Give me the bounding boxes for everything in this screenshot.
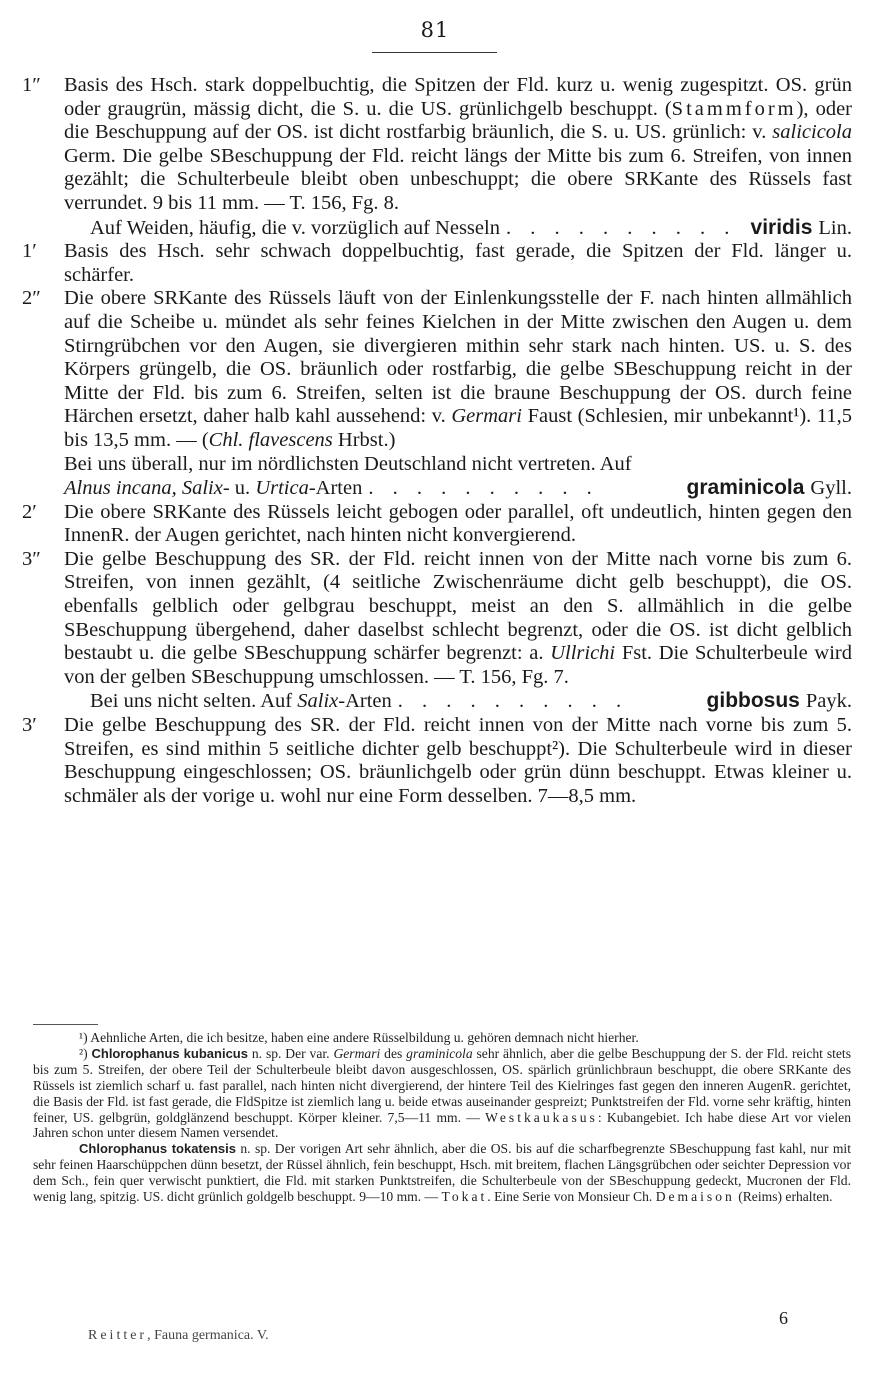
couplet-number: 3″ <box>22 547 41 570</box>
key-body <box>22 74 852 808</box>
footnote-3: Chlorophanus tokatensis n. sp. Der vorigen Art sehr ähnlich, aber die OS. bis auf die scharfbegrenzte SBeschuppung fast kahl, nur mit sehr feinen Haarschüppchen dünn besetzt, der Rüssel ähnlich, fein beschuppt, Hsch. mit breitem, flachen Längsgrübchen oder seichter Depression vor dem Sch., fein quer verwischt punktiert, die Fld. mit starken Punktstreifen, die Schulterbeule von der SBeschuppung gedeckt, Mucronen der Fld. wenig lang, spitzig. US. dicht grünlich goldgelb beschuppt. 9—10 mm. — Tokat. Eine Serie von Monsieur Ch. Demaison (Reims) erhalten. <box>33 1141 851 1205</box>
couplet-3a <box>22 548 852 690</box>
habitat-line: Alnus incana, Salix- u. Urtica-Arten . . . . . . . . . . graminicola Gyll. <box>64 476 852 500</box>
leader-dots: . . . . . . . . . . <box>397 690 629 713</box>
habitat-line: Bei uns nicht selten. Auf Salix-Arten . . . . . . . . . . gibbosus Payk. <box>90 689 852 713</box>
footnotes <box>33 1030 851 1205</box>
footnote-1: ¹) Aehnliche Arten, die ich besitze, haben eine andere Rüsselbildung u. gehören demnach nicht hierher. <box>79 1030 639 1045</box>
couplet-number: 3′ <box>22 714 37 737</box>
sheet-number: 6 <box>779 1308 788 1328</box>
species-name: gibbosus <box>706 689 800 713</box>
couplet-number: 2″ <box>22 287 41 310</box>
couplet-text: Basis des Hsch. stark doppelbuchtig, die Spitzen der Fld. kurz u. wenig zugespitzt. OS. grün oder graugrün, mässig dicht, die S. u. die US. grünlichgelb beschuppt. (Stammform), oder die Beschuppung auf der OS. ist dicht rostfarbig bräunlich, die S. u. US. grünlich: v. salicicola Germ. Die gelbe SBeschuppung der Fld. reicht längs der Mitte bis zum 6. Streifen, von innen gezählt; die Schulterbeule bleibt oben unbeschuppt; die obere SRKante des Rüssels fast verrundet. 9 bis 11 mm. — T. 156, Fg. 8. <box>64 74 852 214</box>
species-name: Chlorophanus kubanicus <box>91 1045 248 1061</box>
leader-dots: . . . . . . . . . . <box>368 477 599 500</box>
couplet-text: Die obere SRKante des Rüssels läuft von der Einlenkungsstelle der F. nach hinten allmählich auf die Scheibe u. mündet als sehr feines Kielchen in der Mitte zwischen den Augen u. dem Stirngrübchen vor den Augen, sie divergieren mithin sehr stark nach hinten. US. u. S. des Körpers grüngelb, die OS. bräunlich oder rostfarbig, die gelbe SBeschuppung reicht in der Mitte der Fld. bis zum 6. Streifen, selten ist die braune Beschuppung der OS. durch feine Härchen ersetzt, daher halb kahl aussehend: v. Germari Faust (Schlesien, mir unbekannt¹). 11,5 bis 13,5 mm. — (Chl. flavescens Hrbst.) <box>64 287 853 451</box>
page-number: 81 <box>420 18 450 42</box>
couplet-text: Basis des Hsch. sehr schwach doppelbuchtig, fast gerade, die Spitzen der Fld. länger u. schärfer. <box>64 240 852 286</box>
habitat-line-1: Bei uns überall, nur im nördlichsten Deutschland nicht vertreten. Auf <box>64 452 632 475</box>
habitat-line: Auf Weiden, häufig, die v. vorzüglich auf Nesseln . . . . . . . . . . viridis Lin. <box>90 215 852 239</box>
species-name: graminicola <box>686 476 805 500</box>
couplet-number: 2′ <box>22 500 37 523</box>
couplet-2b <box>22 501 852 548</box>
couplet-2a <box>22 287 852 452</box>
couplet-1a <box>22 74 852 216</box>
species-author: Gyll. <box>810 477 852 500</box>
couplet-number: 1″ <box>22 74 41 96</box>
leader-dots: . . . . . . . . . . <box>505 216 737 239</box>
species-author: Payk. <box>805 690 852 713</box>
couplet-1b <box>22 240 852 287</box>
header-rule <box>372 52 497 53</box>
sheet-signature: Reitter, Fauna germanica. V. <box>88 1328 269 1343</box>
footnote-2: ²) Chlorophanus kubanicus n. sp. Der var. Germari des graminicola sehr ähnlich, aber die gelbe Beschuppung der S. der Fld. reicht stets bis zum 5. Streifen, der obere Teil der Schulterbeule bleibt davon ausgeschlossen, OS. spärlich grünlichbraun beschuppt, die obere SRKante des Rüssels ist ziemlich scharf u. fast parallel, nach hinten nicht divergierend, der hintere Teil des Kielringes fast gegen den inneren AugenR. gerichtet, die Basis der Fld. ist fast gerade, die FldSpitze ist ziemlich lang u. beide etwas auseinander gespreizt; Punktstreifen der Fld. vorne sehr kräftig, hinten feiner, US. gelbgrün, goldglänzend beschuppt. Körper kleiner. 7,5—11 mm. — Westkaukasus: Kubangebiet. Ich habe diese Art vor vielen Jahren schon unter diesem Namen versendet. <box>33 1045 852 1141</box>
footnote-rule <box>33 1024 98 1025</box>
couplet-text: Die obere SRKante des Rüssels leicht gebogen oder parallel, oft undeutlich, hinten gegen den InnenR. der Augen gerichtet, nach hinten nicht konvergierend. <box>64 500 852 547</box>
species-name: Chlorophanus tokatensis <box>79 1141 236 1157</box>
couplet-number: 1′ <box>22 240 37 263</box>
species-name: viridis <box>750 215 813 239</box>
couplet-3b <box>22 714 852 808</box>
couplet-text: Die gelbe Beschuppung des SR. der Fld. reicht innen von der Mitte nach vorne bis zum 6. Streifen, von innen gezählt, (4 seitliche Zwischenräume dicht gelb beschuppt), die OS. ebenfalls gelblich oder gelbgrau beschuppt, meist an den S. allmählich in die gelbe SBeschuppung übergehend, daher daselbst schlecht begrenzt, oder die OS. ist dicht gelblich bestaubt u. die gelbe SBeschuppung schärfer begrenzt: a. Ullrichi Fst. Die Schulterbeule wird von der gelben SBeschuppung umschlossen. — T. 156, Fg. 7. <box>64 547 852 688</box>
species-author: Lin. <box>818 216 852 239</box>
couplet-text: Die gelbe Beschuppung des SR. der Fld. reicht innen von der Mitte nach vorne bis zum 5. Streifen, es sind mithin 5 seitliche dichter gelb beschuppt²). Die Schulterbeule wird in dieser Beschuppung eingeschlossen; OS. bräunlichgelb oder grün dünn beschuppt. Etwas kleiner u. schmäler als der vorige u. wohl nur eine Form desselben. 7—8,5 mm. <box>64 714 852 807</box>
